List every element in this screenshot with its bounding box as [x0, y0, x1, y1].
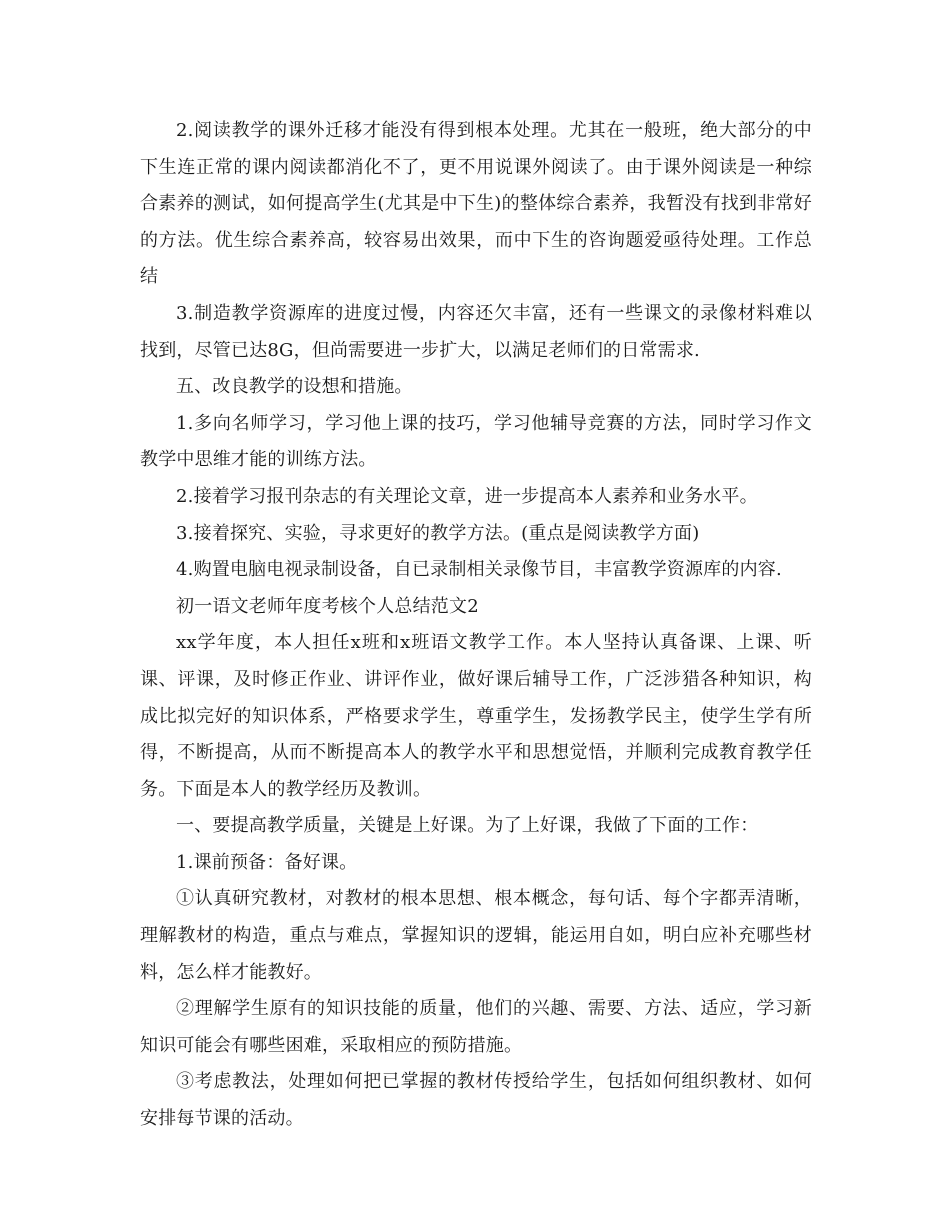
section-heading-improvement: 五、改良教学的设想和措施。 [176, 376, 413, 398]
section-title-sample-2: 初一语文老师年度考核个人总结范文2 [176, 595, 479, 617]
subheading-lesson-prep: 1.课前预备：备好课。 [176, 851, 358, 873]
paragraph-learn-from-masters: 1.多向名师学习，学习他上课的技巧，学习他辅导竞赛的方法，同时学习作文教学中思维才能的训练方法。 [140, 412, 812, 471]
paragraph-understand-students: ②理解学生原有的知识技能的质量，他们的兴趣、需要、方法、适应，学习新知识可能会有哪些困难，采取相应的预防措施。 [140, 998, 812, 1056]
paragraph-resource-library: 3.制造教学资源库的进度过慢，内容还欠丰富，还有一些课文的录像材料难以找到，尽管已达8G，但尚需要进一步扩大，以满足老师们的日常需求. [140, 302, 812, 361]
paragraph-reading-transfer: 2.阅读教学的课外迁移才能没有得到根本处理。尤其在一般班，绝大部分的中下生连正常的课内阅读都消化不了，更不用说课外阅读了。由于课外阅读是一种综合素养的测试，如何提高学生(尤其是中下生)的整体综合素养，我暂没有找到非常好的方法。优生综合素养高，较容易出效果，而中下生的咨询题爱亟待处理。工作总结 [140, 120, 812, 288]
document-body [140, 113, 812, 1138]
paragraph-study-journals: 2.接着学习报刊杂志的有关理论文章，进一步提高本人素养和业务水平。 [176, 485, 758, 507]
paragraph-study-materials: ①认真研究教材，对教材的根本思想、根本概念，每句话、每个字都弄清晰，理解教材的构造，重点与难点，掌握知识的逻辑，能运用自如，明白应补充哪些材料，怎么样才能教好。 [140, 888, 812, 983]
paragraph-teaching-methods: ③考虑教法，处理如何把已掌握的教材传授给学生，包括如何组织教材、如何安排每节课的活动。 [140, 1071, 812, 1130]
section-heading-teaching-quality: 一、要提高教学质量，关键是上好课。为了上好课，我做了下面的工作： [176, 815, 759, 837]
paragraph-explore-methods: 3.接着探究、实验，寻求更好的教学方法。(重点是阅读教学方面) [176, 522, 700, 544]
paragraph-purchase-equipment: 4.购置电脑电视录制设备，自已录制相关录像节目，丰富教学资源库的内容. [176, 559, 782, 581]
paragraph-year-summary: xx学年度，本人担任x班和x班语文教学工作。本人坚持认真备课、上课、听课、评课，及时修正作业、讲评作业，做好课后辅导工作，广泛涉猎各种知识，构成比拟完好的知识体系，严格要求学生，尊重学生，发扬教学民主，使学生学有所得，不断提高，从而不断提高本人的教学水平和思想觉悟，并顺利完成教育教学任务。下面是本人的教学经历及教训。 [140, 632, 812, 800]
